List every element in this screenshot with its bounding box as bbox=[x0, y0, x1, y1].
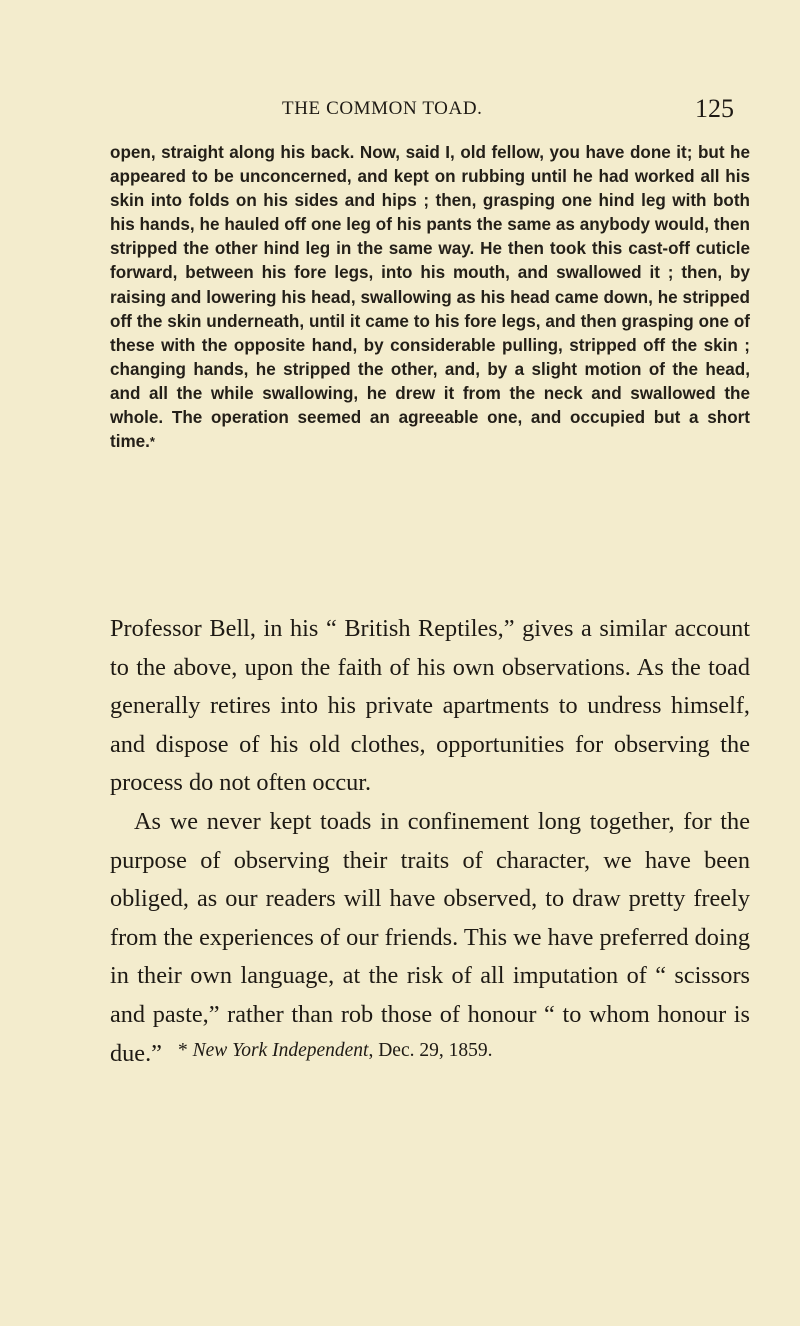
page-number: 125 bbox=[695, 94, 734, 123]
quoted-passage bbox=[110, 141, 750, 454]
footnote-marker: * bbox=[149, 434, 155, 450]
body-paragraph-1: Professor Bell, in his “ British Reptiles,” gives a similar account to the above, upon the faith of his own observations. As the toad generally retires into his private apartments to undress himself, and dispose of his old clothes, opportunities for observing the process do not often occur. bbox=[110, 615, 750, 797]
footnote bbox=[178, 1040, 758, 1062]
footnote-marker-bottom: * bbox=[178, 1040, 188, 1061]
footnote-date: , Dec. 29, 1859. bbox=[368, 1040, 493, 1061]
running-title: THE COMMON TOAD. bbox=[282, 98, 483, 119]
running-header bbox=[0, 88, 800, 128]
quoted-paragraph bbox=[110, 141, 750, 454]
quoted-text: open, straight along his back. Now, said I, old fellow, you have done it; but he appeared to be unconcerned, and kept on rubbing until he had worked all his skin into folds on his sides and hips ; then, grasping one hind leg with both his hands, he hauled off one leg of his pants the same as anybody would, then stripped the other hind leg in the same way. He then took this cast-off cuticle forward, between his fore legs, into his mouth, and swallowed it ; then, by raising and lowering his head, swallowing as his head came down, he stripped off the skin underneath, until it came to his fore legs, and then grasping one of these with the opposite hand, by considerable pulling, stripped off the skin ; changing hands, he stripped the other, and, by a slight motion of the head, and all the while swallowing, he drew it from the neck and swallowed the whole. The operation seemed an agreeable one, and occupied but a short time. bbox=[110, 143, 750, 452]
main-text bbox=[110, 610, 750, 1073]
body-paragraph-2: As we never kept toads in confinement long together, for the purpose of observing their traits of character, we have been obliged, as our readers will have observed, to draw pretty freely from the experiences of our friends. This we have preferred doing in their own language, at the risk of all imputation of “ scissors and paste,” rather than rob those of honour “ to whom honour is due.” bbox=[110, 807, 750, 1067]
footnote-source: New York Independent bbox=[192, 1040, 369, 1061]
